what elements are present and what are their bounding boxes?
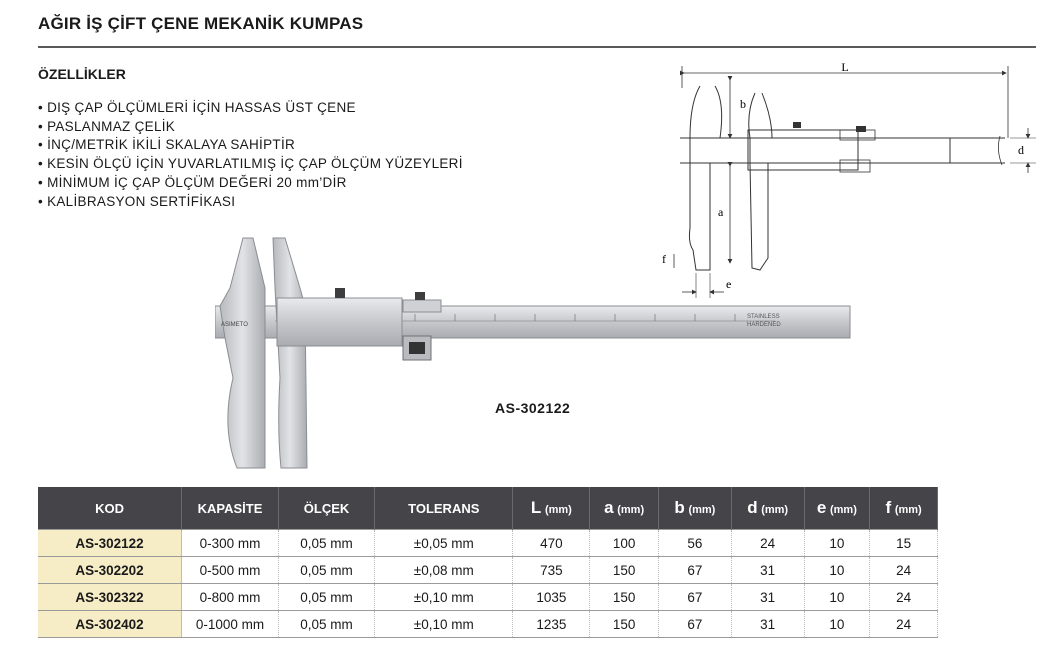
cell-b: 67: [659, 557, 732, 584]
cell-a: 150: [590, 611, 659, 638]
cell-f: 24: [870, 584, 938, 611]
cell-b: 56: [659, 530, 732, 557]
features-heading: ÖZELLİKLER: [38, 66, 126, 82]
cell-capacity: 0-500 mm: [182, 557, 279, 584]
col-header-e: e (mm): [804, 487, 870, 530]
col-header-kapasite: KAPASİTE: [182, 487, 279, 530]
cell-d: 31: [731, 557, 804, 584]
table-row: [38, 557, 938, 584]
cell-code: AS-302402: [38, 611, 182, 638]
cell-d: 31: [731, 584, 804, 611]
cell-tolerance: ±0,10 mm: [375, 611, 513, 638]
table-row: [38, 530, 938, 557]
cell-tolerance: ±0,05 mm: [375, 530, 513, 557]
cell-e: 10: [804, 530, 870, 557]
stamp-hardened: HARDENED: [747, 322, 781, 328]
cell-tolerance: ±0,10 mm: [375, 584, 513, 611]
table-row: [38, 611, 938, 638]
feature-item: • PASLANMAZ ÇELİK: [38, 118, 463, 137]
cell-scale: 0,05 mm: [279, 557, 375, 584]
cell-scale: 0,05 mm: [279, 611, 375, 638]
col-header-olcek: ÖLÇEK: [279, 487, 375, 530]
cell-L: 1035: [513, 584, 590, 611]
cell-tolerance: ±0,08 mm: [375, 557, 513, 584]
cell-L: 735: [513, 557, 590, 584]
dim-d-label: d: [1018, 143, 1024, 157]
feature-item: • İNÇ/METRİK İKİLİ SKALAYA SAHİPTİR: [38, 136, 463, 155]
feature-item: • DIŞ ÇAP ÖLÇÜMLERİ İÇİN HASSAS ÜST ÇENE: [38, 99, 463, 118]
cell-code: AS-302322: [38, 584, 182, 611]
col-header-kod: KOD: [38, 487, 182, 530]
page-title: AĞIR İŞ ÇİFT ÇENE MEKANİK KUMPAS: [38, 14, 364, 33]
feature-item: • KALİBRASYON SERTİFİKASI: [38, 193, 463, 212]
cell-b: 67: [659, 611, 732, 638]
cell-d: 31: [731, 611, 804, 638]
table-header-row: [38, 487, 938, 530]
dim-b-label: b: [740, 97, 746, 111]
cell-f: 24: [870, 611, 938, 638]
cell-capacity: 0-800 mm: [182, 584, 279, 611]
cell-a: 150: [590, 557, 659, 584]
dim-e-label: e: [726, 277, 732, 291]
brand-logo: ASIMETO: [221, 322, 248, 328]
col-header-tolerans: TOLERANS: [375, 487, 513, 530]
stamp-stainless: STAINLESS: [747, 314, 780, 320]
feature-item: • MİNİMUM İÇ ÇAP ÖLÇÜM DEĞERİ 20 mm’DİR: [38, 174, 463, 193]
table-row: [38, 584, 938, 611]
features-list: [38, 99, 463, 211]
col-header-L: L (mm): [513, 487, 590, 530]
cell-e: 10: [804, 611, 870, 638]
col-header-a: a (mm): [590, 487, 659, 530]
title-divider: [38, 46, 1036, 48]
caliper-product-image: [215, 228, 855, 473]
spec-table: [38, 487, 938, 638]
cell-a: 100: [590, 530, 659, 557]
cell-L: 1235: [513, 611, 590, 638]
dim-L-label: L: [841, 60, 849, 74]
cell-capacity: 0-300 mm: [182, 530, 279, 557]
cell-code: AS-302202: [38, 557, 182, 584]
cell-scale: 0,05 mm: [279, 530, 375, 557]
cell-a: 150: [590, 584, 659, 611]
cell-f: 24: [870, 557, 938, 584]
dim-a-label: a: [718, 205, 724, 219]
cell-L: 470: [513, 530, 590, 557]
cell-b: 67: [659, 584, 732, 611]
model-label: AS-302122: [495, 400, 571, 416]
feature-item: • KESİN ÖLÇÜ İÇİN YUVARLATILMIŞ İÇ ÇAP ÖLÇÜM YÜZEYLERİ: [38, 155, 463, 174]
cell-d: 24: [731, 530, 804, 557]
col-header-b: b (mm): [659, 487, 732, 530]
cell-f: 15: [870, 530, 938, 557]
col-header-d: d (mm): [731, 487, 804, 530]
cell-capacity: 0-1000 mm: [182, 611, 279, 638]
cell-e: 10: [804, 557, 870, 584]
cell-e: 10: [804, 584, 870, 611]
cell-scale: 0,05 mm: [279, 584, 375, 611]
dim-f-label: f: [662, 252, 666, 266]
cell-code: AS-302122: [38, 530, 182, 557]
col-header-f: f (mm): [870, 487, 938, 530]
